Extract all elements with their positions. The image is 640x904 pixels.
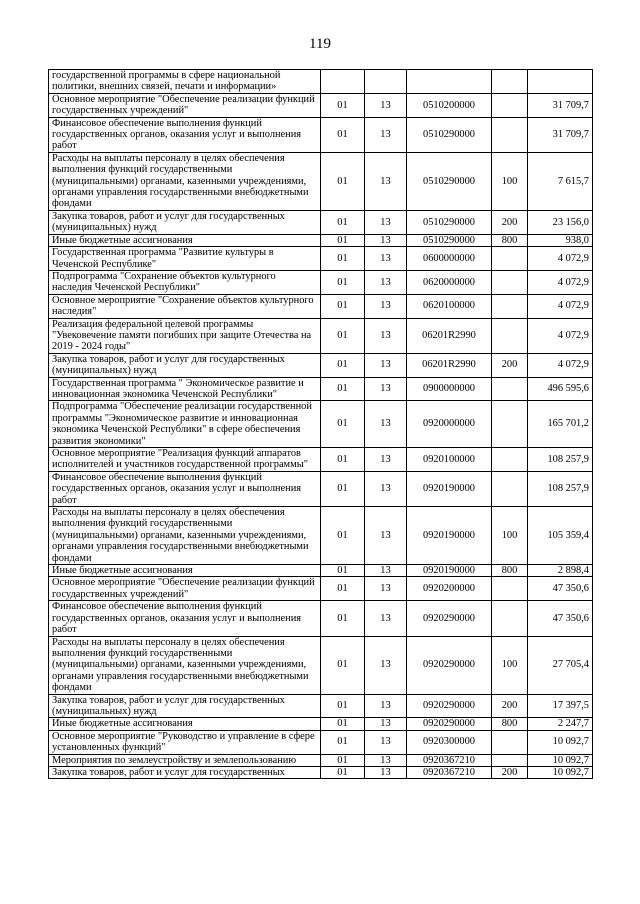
row-expense-type-cell (492, 117, 528, 152)
row-amount-cell: 938,0 (528, 234, 593, 246)
table-row (49, 353, 593, 377)
table-row (49, 565, 593, 577)
row-amount-cell: 31 709,7 (528, 93, 593, 117)
row-name-cell: Основное мероприятие "Обеспечение реализации функций государственных учреждений" (49, 577, 321, 601)
table-row (49, 318, 593, 353)
row-amount-cell: 2 247,7 (528, 718, 593, 730)
row-subsection-cell: 13 (365, 247, 407, 271)
table-row (49, 730, 593, 754)
row-target-article-cell: 0920200000 (407, 577, 492, 601)
table-row (49, 577, 593, 601)
row-amount-cell: 47 350,6 (528, 577, 593, 601)
row-amount-cell: 10 092,7 (528, 754, 593, 766)
row-name-cell: Основное мероприятие "Сохранение объектов культурного наследия" (49, 294, 321, 318)
row-expense-type-cell: 800 (492, 718, 528, 730)
row-subsection-cell: 13 (365, 636, 407, 694)
row-target-article-cell: 0510290000 (407, 234, 492, 246)
table-row (49, 294, 593, 318)
row-subsection-cell: 13 (365, 152, 407, 210)
row-section-cell: 01 (321, 247, 365, 271)
row-section-cell: 01 (321, 353, 365, 377)
table-row (49, 210, 593, 234)
row-section-cell: 01 (321, 294, 365, 318)
row-expense-type-cell: 200 (492, 353, 528, 377)
budget-table (48, 69, 593, 779)
row-name-cell: Основное мероприятие "Реализация функций аппаратов исполнителей и участников государственной программы" (49, 448, 321, 472)
row-target-article-cell: 0620100000 (407, 294, 492, 318)
row-subsection-cell: 13 (365, 448, 407, 472)
row-name-cell: Государственная программа " Экономическое развитие и инновационная экономика Чеченской Республики" (49, 377, 321, 401)
row-subsection-cell: 13 (365, 210, 407, 234)
row-expense-type-cell: 100 (492, 507, 528, 565)
row-expense-type-cell (492, 70, 528, 94)
row-subsection-cell: 13 (365, 565, 407, 577)
row-section-cell: 01 (321, 270, 365, 294)
row-expense-type-cell (492, 730, 528, 754)
row-name-cell: Реализация федеральной целевой программы "Увековечение памяти погибших при защите Отечества на 2019 - 2024 годы" (49, 318, 321, 353)
row-section-cell: 01 (321, 718, 365, 730)
row-name-cell: государственной программы в сфере национальной политики, внешних связей, печати и информации» (49, 70, 321, 94)
row-target-article-cell: 0920190000 (407, 565, 492, 577)
row-amount-cell: 7 615,7 (528, 152, 593, 210)
row-subsection-cell: 13 (365, 766, 407, 778)
budget-table-body (49, 70, 593, 779)
row-expense-type-cell (492, 401, 528, 448)
row-target-article-cell: 0920300000 (407, 730, 492, 754)
row-section-cell: 01 (321, 318, 365, 353)
row-name-cell: Расходы на выплаты персоналу в целях обеспечения выполнения функций государственными (муниципальными) органами, казенными учреждениями, органами управления государственными внебюджетными фондами (49, 636, 321, 694)
row-amount-cell: 27 705,4 (528, 636, 593, 694)
row-name-cell: Основное мероприятие "Руководство и управление в сфере установленных функций" (49, 730, 321, 754)
row-amount-cell: 17 397,5 (528, 694, 593, 718)
row-name-cell: Иные бюджетные ассигнования (49, 234, 321, 246)
row-section-cell: 01 (321, 565, 365, 577)
row-amount-cell: 165 701,2 (528, 401, 593, 448)
row-target-article-cell: 0620000000 (407, 270, 492, 294)
row-subsection-cell: 13 (365, 93, 407, 117)
table-row (49, 766, 593, 778)
page-number: 119 (309, 36, 331, 52)
row-expense-type-cell (492, 318, 528, 353)
row-subsection-cell: 13 (365, 377, 407, 401)
row-target-article-cell: 0920367210 (407, 766, 492, 778)
row-amount-cell: 2 898,4 (528, 565, 593, 577)
row-amount-cell: 4 072,9 (528, 353, 593, 377)
row-expense-type-cell: 100 (492, 636, 528, 694)
row-expense-type-cell (492, 601, 528, 636)
row-expense-type-cell: 200 (492, 766, 528, 778)
row-target-article-cell (407, 70, 492, 94)
row-amount-cell: 23 156,0 (528, 210, 593, 234)
table-row (49, 694, 593, 718)
row-section-cell: 01 (321, 401, 365, 448)
row-section-cell: 01 (321, 117, 365, 152)
row-section-cell: 01 (321, 730, 365, 754)
table-row (49, 247, 593, 271)
row-amount-cell (528, 70, 593, 94)
row-amount-cell: 4 072,9 (528, 270, 593, 294)
row-section-cell: 01 (321, 577, 365, 601)
table-row (49, 718, 593, 730)
row-name-cell: Иные бюджетные ассигнования (49, 718, 321, 730)
row-expense-type-cell: 200 (492, 694, 528, 718)
row-expense-type-cell (492, 577, 528, 601)
row-target-article-cell: 0920100000 (407, 448, 492, 472)
row-name-cell: Закупка товаров, работ и услуг для государственных (муниципальных) нужд (49, 694, 321, 718)
row-subsection-cell: 13 (365, 730, 407, 754)
row-amount-cell: 108 257,9 (528, 471, 593, 506)
row-section-cell: 01 (321, 601, 365, 636)
row-name-cell: Государственная программа "Развитие культуры в Чеченской Республике" (49, 247, 321, 271)
table-row (49, 270, 593, 294)
row-section-cell: 01 (321, 448, 365, 472)
row-subsection-cell (365, 70, 407, 94)
table-row (49, 234, 593, 246)
row-amount-cell: 10 092,7 (528, 730, 593, 754)
row-target-article-cell: 0510200000 (407, 93, 492, 117)
row-amount-cell: 31 709,7 (528, 117, 593, 152)
row-target-article-cell: 0920190000 (407, 471, 492, 506)
row-section-cell: 01 (321, 694, 365, 718)
row-section-cell: 01 (321, 507, 365, 565)
row-name-cell: Финансовое обеспечение выполнения функций государственных органов, оказания услуг и выполнения работ (49, 601, 321, 636)
row-section-cell: 01 (321, 234, 365, 246)
row-subsection-cell: 13 (365, 270, 407, 294)
row-expense-type-cell (492, 377, 528, 401)
row-amount-cell: 10 092,7 (528, 766, 593, 778)
row-name-cell: Закупка товаров, работ и услуг для государственных (муниципальных) нужд (49, 210, 321, 234)
row-name-cell: Закупка товаров, работ и услуг для государственных (муниципальных) нужд (49, 353, 321, 377)
row-section-cell: 01 (321, 766, 365, 778)
row-section-cell: 01 (321, 471, 365, 506)
row-section-cell: 01 (321, 377, 365, 401)
row-expense-type-cell (492, 247, 528, 271)
row-subsection-cell: 13 (365, 694, 407, 718)
row-name-cell: Основное мероприятие "Обеспечение реализации функций государственных учреждений" (49, 93, 321, 117)
table-row (49, 70, 593, 94)
row-subsection-cell: 13 (365, 353, 407, 377)
row-expense-type-cell (492, 448, 528, 472)
row-section-cell: 01 (321, 636, 365, 694)
row-target-article-cell: 0920290000 (407, 718, 492, 730)
row-subsection-cell: 13 (365, 117, 407, 152)
table-row (49, 636, 593, 694)
row-expense-type-cell: 100 (492, 152, 528, 210)
row-target-article-cell: 06201R2990 (407, 353, 492, 377)
row-subsection-cell: 13 (365, 507, 407, 565)
table-row (49, 152, 593, 210)
row-subsection-cell: 13 (365, 754, 407, 766)
row-subsection-cell: 13 (365, 471, 407, 506)
row-subsection-cell: 13 (365, 401, 407, 448)
row-target-article-cell: 0920290000 (407, 636, 492, 694)
row-target-article-cell: 06201R2990 (407, 318, 492, 353)
row-amount-cell: 108 257,9 (528, 448, 593, 472)
row-amount-cell: 47 350,6 (528, 601, 593, 636)
table-row (49, 401, 593, 448)
row-subsection-cell: 13 (365, 601, 407, 636)
row-target-article-cell: 0920290000 (407, 601, 492, 636)
table-row (49, 93, 593, 117)
row-section-cell (321, 70, 365, 94)
row-expense-type-cell (492, 754, 528, 766)
row-target-article-cell: 0600000000 (407, 247, 492, 271)
row-amount-cell: 4 072,9 (528, 294, 593, 318)
table-row (49, 377, 593, 401)
row-target-article-cell: 0920190000 (407, 507, 492, 565)
row-expense-type-cell (492, 93, 528, 117)
row-target-article-cell: 0920367210 (407, 754, 492, 766)
row-expense-type-cell (492, 270, 528, 294)
row-expense-type-cell: 800 (492, 234, 528, 246)
row-subsection-cell: 13 (365, 234, 407, 246)
row-subsection-cell: 13 (365, 318, 407, 353)
row-name-cell: Иные бюджетные ассигнования (49, 565, 321, 577)
row-section-cell: 01 (321, 754, 365, 766)
table-row (49, 117, 593, 152)
row-name-cell: Подпрограмма "Сохранение объектов культурного наследия Чеченской Республики" (49, 270, 321, 294)
row-name-cell: Финансовое обеспечение выполнения функций государственных органов, оказания услуг и выполнения работ (49, 117, 321, 152)
row-name-cell: Подпрограмма "Обеспечение реализации государственной программы "Экономическое развитие и инновационная экономика Чеченской Республики" в сфере обеспечения развития экономики" (49, 401, 321, 448)
row-expense-type-cell (492, 294, 528, 318)
row-target-article-cell: 0510290000 (407, 117, 492, 152)
row-target-article-cell: 0900000000 (407, 377, 492, 401)
row-amount-cell: 496 595,6 (528, 377, 593, 401)
row-expense-type-cell: 800 (492, 565, 528, 577)
row-target-article-cell: 0920000000 (407, 401, 492, 448)
row-subsection-cell: 13 (365, 577, 407, 601)
table-row (49, 448, 593, 472)
table-row (49, 507, 593, 565)
row-name-cell: Закупка товаров, работ и услуг для государственных (49, 766, 321, 778)
row-subsection-cell: 13 (365, 294, 407, 318)
row-section-cell: 01 (321, 210, 365, 234)
table-row (49, 754, 593, 766)
row-amount-cell: 105 359,4 (528, 507, 593, 565)
row-name-cell: Мероприятия по землеустройству и землепользованию (49, 754, 321, 766)
row-subsection-cell: 13 (365, 718, 407, 730)
row-expense-type-cell (492, 471, 528, 506)
row-name-cell: Расходы на выплаты персоналу в целях обеспечения выполнения функций государственными (муниципальными) органами, казенными учреждениями, органами управления государственными внебюджетными фондами (49, 152, 321, 210)
row-target-article-cell: 0510290000 (407, 152, 492, 210)
table-row (49, 601, 593, 636)
row-name-cell: Расходы на выплаты персоналу в целях обеспечения выполнения функций государственными (муниципальными) органами, казенными учреждениями, органами управления государственными внебюджетными фондами (49, 507, 321, 565)
row-section-cell: 01 (321, 93, 365, 117)
row-target-article-cell: 0510290000 (407, 210, 492, 234)
row-expense-type-cell: 200 (492, 210, 528, 234)
row-section-cell: 01 (321, 152, 365, 210)
row-target-article-cell: 0920290000 (407, 694, 492, 718)
table-row (49, 471, 593, 506)
row-amount-cell: 4 072,9 (528, 247, 593, 271)
row-name-cell: Финансовое обеспечение выполнения функций государственных органов, оказания услуг и выполнения работ (49, 471, 321, 506)
row-amount-cell: 4 072,9 (528, 318, 593, 353)
